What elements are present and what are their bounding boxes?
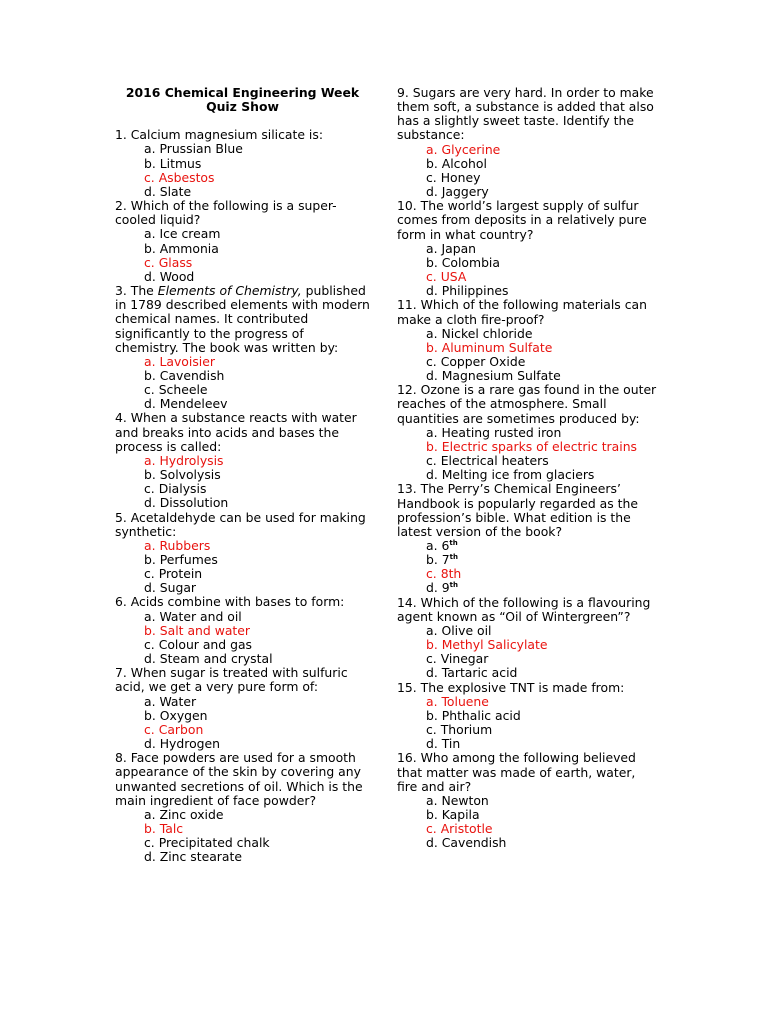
question-13 [397,482,657,595]
option-b: b. Alcohol [426,155,487,171]
left-column [115,86,370,864]
option-a-correct: a. Toluene [426,693,489,709]
option-b [397,553,657,567]
option-c-correct: c. Asbestos [144,169,215,185]
option-d: d. Steam and crystal [144,651,273,667]
question-10 [397,199,657,298]
question-text: 16. Who among the following believed that matter was made of earth, water, fire and air? [397,750,636,794]
option-d: d. Tartaric acid [426,665,518,681]
option-a-correct: a. Lavoisier [144,353,215,369]
option-d: d. Magnesium Sulfate [426,368,561,384]
question-1 [115,128,370,199]
option-c-correct: c. Glass [144,254,193,270]
question-text: 9. Sugars are very hard. In order to make them soft, a substance is added that also has a slightly sweet taste. Identify the substance: [397,85,654,143]
question-9 [397,86,657,199]
option-c: c. Dialysis [144,481,207,497]
option-b: b. Litmus [144,155,202,171]
question-rest: published in 1789 described elements with modern chemical names. It contributed significantly to the progress of chemistry. The book was written by: [115,283,370,355]
option-d: d. Mendeleev [144,396,228,412]
option-d: d. Hydrogen [144,736,221,752]
question-text: 11. Which of the following materials can make a cloth fire-proof? [397,297,647,327]
option-a-correct: a. Glycerine [426,141,501,157]
question-11 [397,298,657,383]
option-b: b. Kapila [426,806,480,822]
option-c: c. Vinegar [426,651,489,667]
right-column [397,86,657,850]
option-a: a. Nickel chloride [426,325,533,341]
option-c: c. Colour and gas [144,636,252,652]
question-14 [397,596,657,681]
question-7 [115,666,370,751]
question-16 [397,751,657,850]
title-line-2: Quiz Show [206,99,279,115]
option-c: c. Protein [144,566,203,582]
option-a: a. Zinc oxide [144,806,224,822]
ordinal-suffix: th [449,581,458,590]
option-d: d. Tin [426,736,461,752]
option-d: d. Melting ice from glaciers [426,467,595,483]
option-a: a. Water [144,693,197,709]
option-d: d. Zinc stearate [144,849,242,865]
option-a: a. Newton [426,792,489,808]
option-c: c. Electrical heaters [426,453,549,469]
option-d [397,581,657,595]
question-text: 2. Which of the following is a super-cooled liquid? [115,198,337,228]
option-b: b. Cavendish [144,367,225,383]
question-text: 6. Acids combine with bases to form: [115,594,345,610]
option-d: d. Philippines [426,283,509,299]
option-c: c. Scheele [144,382,208,398]
page-title [115,86,370,114]
title-line-1: 2016 Chemical Engineering Week [125,85,360,100]
question-prefix: 3. The [115,283,158,299]
ordinal-suffix: th [449,553,458,562]
question-text: 7. When sugar is treated with sulfuric acid, we get a very pure form of: [115,665,348,695]
option-d: d. Cavendish [426,835,507,851]
option-a [397,539,657,553]
question-5 [115,511,370,596]
option-label: d. 9 [426,580,450,596]
option-c: c. Thorium [426,722,493,738]
question-6 [115,595,370,666]
question-3 [115,284,370,411]
option-c: c. Precipitated chalk [144,835,270,851]
option-b: b. Colombia [426,254,500,270]
option-b-correct: b. Salt and water [144,622,250,638]
option-b-correct: b. Talc [144,820,184,836]
option-c-correct: c. 8th [426,566,462,582]
option-d: d. Jaggery [426,184,489,200]
question-text: 8. Face powders are used for a smooth appearance of the skin by covering any unwanted secretions of oil. Which is the main ingredient of face powder? [115,750,363,808]
question-text: 13. The Perry’s Chemical Engineers’ Handbook is popularly regarded as the profession’s bible. What edition is the latest version of the book? [397,481,639,539]
question-4 [115,411,370,510]
option-c-correct: c. Carbon [144,721,204,737]
option-d: d. Slate [144,183,192,199]
book-title: Elements of Chemistry, [157,283,302,299]
question-text [115,284,370,355]
option-d: d. Wood [144,268,195,284]
ordinal-suffix: th [449,539,458,547]
question-2 [115,199,370,284]
option-b: b. Ammonia [144,240,219,256]
option-b: b. Phthalic acid [426,707,521,723]
question-text: 14. Which of the following is a flavouring agent known as “Oil of Wintergreen”? [397,594,651,624]
option-label: b. 7 [426,552,450,568]
option-b: b. Solvolysis [144,467,221,483]
question-text: 12. Ozone is a rare gas found in the outer reaches of the atmosphere. Small quantities are sometimes produced by: [397,382,657,426]
option-a: a. Olive oil [426,622,492,638]
question-text: 1. Calcium magnesium silicate is: [115,127,324,143]
option-a: a. Water and oil [144,608,242,624]
option-b-correct: b. Electric sparks of electric trains [426,438,637,454]
question-8 [115,751,370,864]
option-a: a. Heating rusted iron [426,424,562,440]
option-c-correct: c. USA [426,269,467,285]
option-b: b. Perfumes [144,552,218,567]
option-label: a. 6 [426,538,450,553]
question-text: 15. The explosive TNT is made from: [397,679,625,695]
option-b: b. Oxygen [144,707,208,723]
option-b-correct: b. Aluminum Sulfate [426,339,553,355]
question-12 [397,383,657,482]
option-a-correct: a. Hydrolysis [144,452,224,468]
option-d: d. Sugar [144,580,197,596]
option-a: a. Prussian Blue [144,141,243,157]
option-a-correct: a. Rubbers [144,537,211,553]
option-c: c. Copper Oxide [426,353,526,369]
option-a: a. Ice cream [144,226,221,242]
question-text: 4. When a substance reacts with water and breaks into acids and bases the process is called: [115,410,357,454]
option-c: c. Honey [426,169,481,185]
question-15 [397,681,657,752]
option-c-correct: c. Aristotle [426,821,493,837]
option-a: a. Japan [426,240,477,256]
option-b-correct: b. Methyl Salicylate [426,637,548,653]
question-text: 5. Acetaldehyde can be used for making synthetic: [115,509,366,539]
option-d: d. Dissolution [144,495,229,511]
question-text: 10. The world’s largest supply of sulfur comes from deposits in a relatively pure form in what country? [397,198,647,242]
